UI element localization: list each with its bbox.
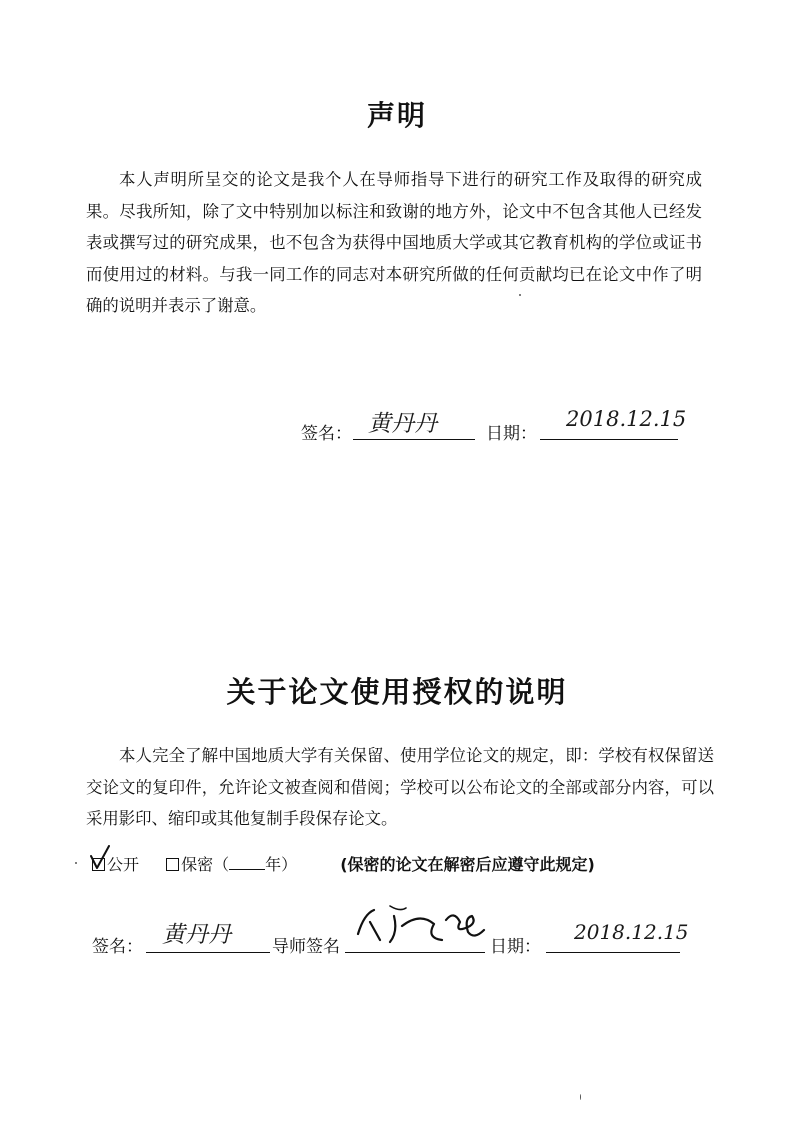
declaration-date-label: 日期：	[486, 424, 537, 444]
authorization-date-label: 日期：	[490, 937, 541, 957]
declaration-date-handwriting: 2018.12.15	[566, 407, 687, 431]
checkbox-public[interactable]	[92, 858, 105, 871]
authorization-date-handwriting: 2018.12.15	[574, 920, 689, 944]
declaration-signature-label: 签名：	[301, 424, 352, 444]
authorization-signature-handwriting: 黄丹丹	[162, 922, 231, 948]
option-secret[interactable]	[166, 855, 302, 874]
authorization-signature-label: 签名：	[92, 937, 143, 957]
secret-years-blank[interactable]	[229, 857, 265, 870]
declaration-paragraph: 本人声明所呈交的论文是我个人在导师指导下进行的研究工作及取得的研究成果。尽我所知，除了文中特别加以标注和致谢的地方外，论文中不包含其他人已经发表或撰写过的研究成果，也不包含为获得中国地质大学或其它教育机构的学位或证书而使用过的材料。与我一同工作的同志对本研究所做的任何贡献均已在论文中作了明确的说明并表示了谢意。	[86, 170, 702, 315]
confidentiality-note: (保密的论文在解密后应遵守此规定)	[340, 855, 595, 874]
authorization-title: 关于论文使用授权的说明	[226, 675, 568, 709]
scan-speck	[75, 862, 77, 864]
supervisor-signature-scribble	[350, 904, 490, 948]
checkbox-secret[interactable]	[166, 858, 179, 871]
declaration-signature-handwriting: 黄丹丹	[368, 411, 437, 437]
supervisor-signature-label: 导师签名	[272, 937, 340, 957]
authorization-paragraph: 本人完全了解中国地质大学有关保留、使用学位论文的规定，即：学校有权保留送交论文的复印件，允许论文被查阅和借阅；学校可以公布论文的全部或部分内容，可以采用影印、缩印或其他复制手段保存论文。	[86, 746, 714, 828]
option-public[interactable]	[92, 855, 144, 874]
option-public-label: 公开	[107, 855, 140, 874]
scan-speck	[580, 1094, 581, 1100]
confidentiality-options	[92, 852, 595, 875]
scan-speck	[519, 294, 521, 296]
declaration-title: 声明	[366, 99, 427, 132]
option-secret-years-label: 年）	[265, 855, 298, 874]
option-secret-label: 保密（	[181, 855, 230, 874]
